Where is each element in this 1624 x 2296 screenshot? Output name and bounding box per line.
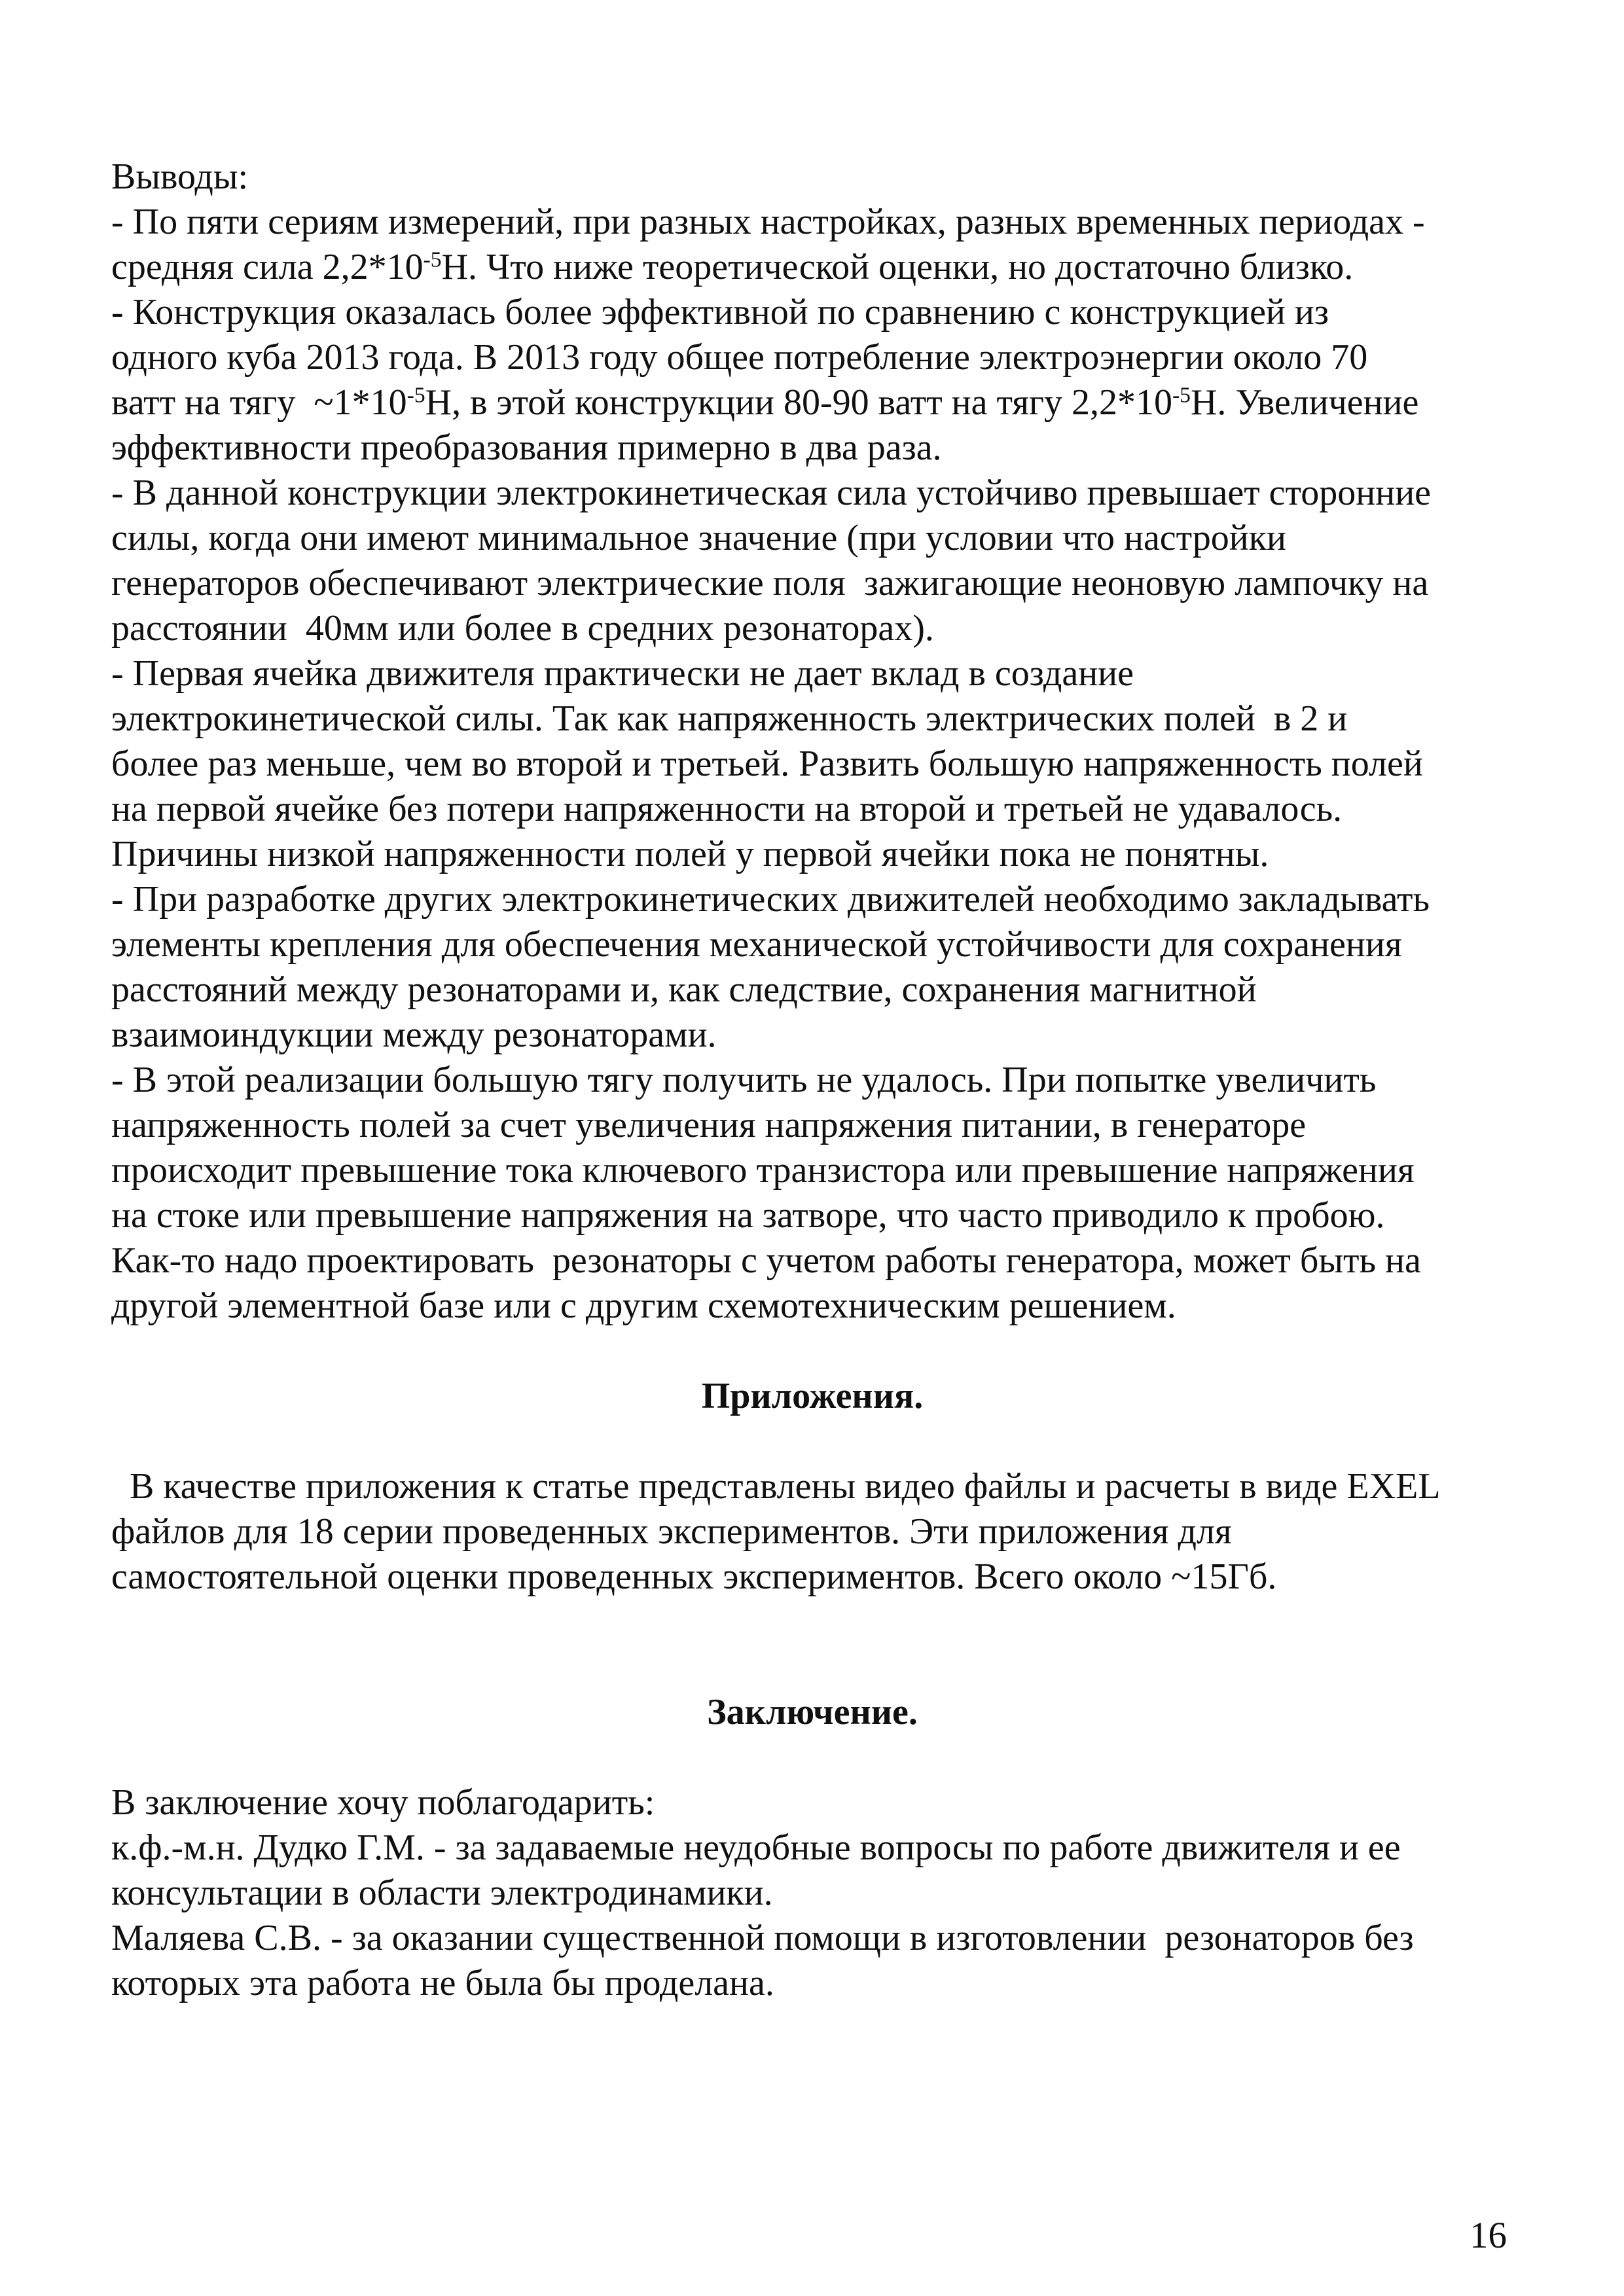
text-line: В качестве приложения к статье представлены видео файлы и расчеты в виде EXEL (111, 1466, 1441, 1507)
text-line: расстоянии 40мм или более в средних резонаторах). (111, 608, 934, 649)
text-line: - В этой реализации большую тягу получить не удалось. При попытке увеличить (111, 1060, 1377, 1100)
acknowledgements-block (111, 1780, 1513, 2006)
text-line: электрокинетической силы. Так как напряженность электрических полей в 2 и (111, 698, 1348, 739)
text-line: расстояний между резонаторами и, как следствие, сохранения магнитной (111, 969, 1257, 1010)
text-line: В заключение хочу поблагодарить: (111, 1782, 655, 1823)
text-line: более раз меньше, чем во второй и третьей. Развить большую напряженность полей (111, 744, 1423, 784)
page-body (111, 154, 1513, 2006)
text-line: - По пяти сериям измерений, при разных настройках, разных временных периодах - (111, 202, 1425, 242)
conclusion-heading: Заключение. (707, 1692, 918, 1732)
text-line: напряженность полей за счет увеличения напряжения питании, в генераторе (111, 1105, 1307, 1145)
text-line: ватт на тягу $\sim 1*10^{-5}Н$, в этой конструкции 80-90 ватт на тягу $2,2*10^{-5}Н$. Увеличение (111, 382, 1419, 423)
text-line: происходит превышение тока ключевого транзистора или превышение напряжения (111, 1150, 1415, 1191)
blank-line (111, 1419, 1513, 1464)
text-line: Выводы: (111, 156, 249, 197)
text-line: - Конструкция оказалась более эффективной по сравнению с конструкцией из (111, 292, 1329, 332)
blank-line (111, 1329, 1513, 1374)
conclusions-block (111, 154, 1513, 1329)
text-line: файлов для 18 серии проведенных экспериментов. Эти приложения для (111, 1511, 1232, 1552)
text-line: генераторов обеспечивают электрические поля зажигающие неоновую лампочку на (111, 563, 1429, 603)
text-line: средняя сила $2,2*10^{-5}Н$. Что ниже теоретической оценки, но достаточно близко. (111, 247, 1354, 287)
text-line: взаимоиндукции между резонаторами. (111, 1014, 717, 1055)
text-line: к.ф.-м.н. Дудко Г.М. - за задаваемые неудобные вопросы по работе движителя и ее (111, 1827, 1401, 1868)
text-line: которых эта работа не была бы проделана. (111, 1963, 774, 2003)
text-line: - При разработке других электрокинетических движителей необходимо закладывать (111, 879, 1430, 920)
text-line: эффективности преобразования примерно в два раза. (111, 427, 942, 468)
text-line: на первой ячейке без потери напряженности на второй и третьей не удавалось. (111, 789, 1343, 829)
text-line: элементы крепления для обеспечения механической устойчивости для сохранения (111, 924, 1402, 965)
text-line: самостоятельной оценки проведенных экспериментов. Всего около ~15Гб. (111, 1556, 1277, 1597)
text-line: Маляева С.В. - за оказании существенной помощи в изготовлении резонаторов без (111, 1918, 1414, 1958)
text-line: силы, когда они имеют минимальное значение (при условии что настройки (111, 518, 1286, 558)
text-line: - В данной конструкции электрокинетическая сила устойчиво превышает сторонние (111, 473, 1432, 513)
appendix-block (111, 1464, 1513, 1600)
text-line: Причины низкой напряженности полей у первой ячейки пока не понятны. (111, 834, 1269, 874)
text-line: - Первая ячейка движителя практически не дает вклад в создание (111, 653, 1134, 694)
appendix-heading: Приложения. (701, 1376, 924, 1416)
text-line: консультации в области электродинамики. (111, 1873, 773, 1913)
blank-lines (111, 1600, 1513, 1690)
text-line: другой элементной базе или с другим схемотехническим решением. (111, 1285, 1176, 1326)
text-line: одного куба 2013 года. В 2013 году общее потребление электроэнергии около 70 (111, 337, 1368, 378)
page-number: 16 (1470, 2215, 1507, 2256)
text-line: Как-то надо проектировать резонаторы с учетом работы генератора, может быть на (111, 1240, 1421, 1281)
text-line: на стоке или превышение напряжения на затворе, что часто приводило к пробою. (111, 1195, 1385, 1236)
blank-line (111, 1735, 1513, 1780)
